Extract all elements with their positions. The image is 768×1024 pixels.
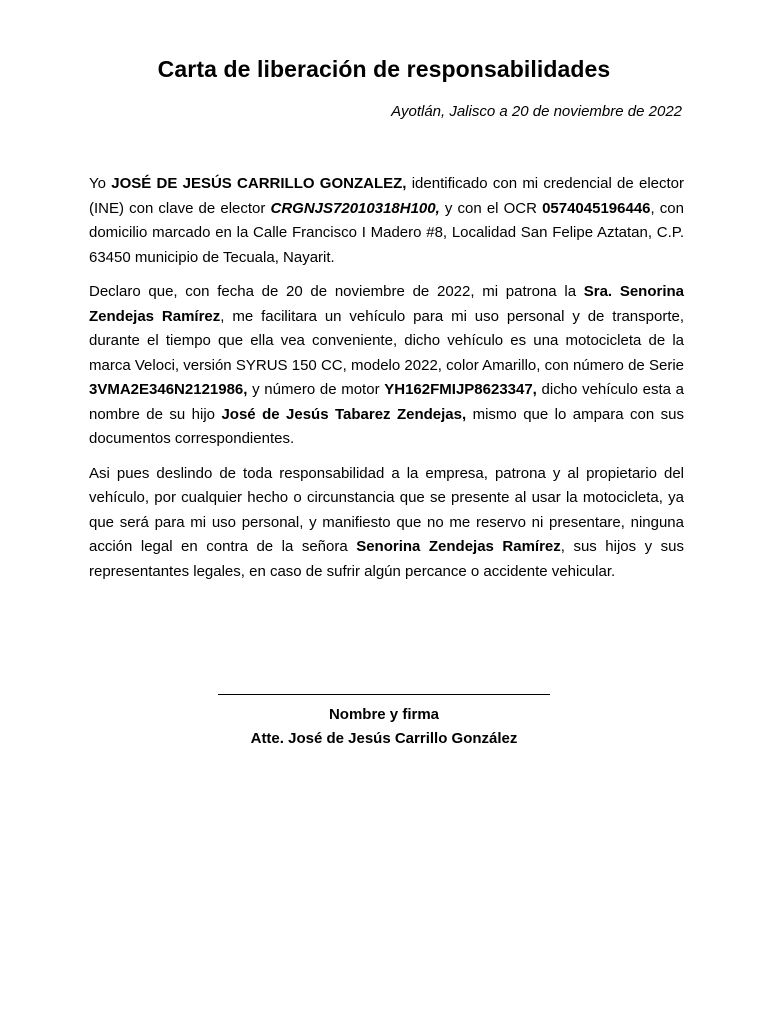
letter-body [89,172,684,594]
dateline: Ayotlán, Jalisco a 20 de noviembre de 2022 [391,103,682,120]
owner-name: José de Jesús Tabarez Zendejas, [221,405,467,423]
p1-text-4: , con domicilio marcado en la Calle Francisco I Madero #8, Localidad San Felipe Aztatan, C.P. 63450 municipio de Tecuala, Nayarit. [89,199,684,266]
p2-text-5: mismo que lo ampara con sus documentos correspondientes. [89,405,684,447]
signature-line [218,682,550,695]
p2-text-2: , me facilitara un vehículo para mi uso personal y de transporte, durante el tiempo que ella vea conveniente, dicho vehículo es una motocicleta de la marca Veloci, versión SYRUS 150 CC, modelo 2022, color Amarillo, con número de Serie [89,307,684,374]
paragraph-declaration [89,280,684,452]
document-title: Carta de liberación de responsabilidades [157,56,611,82]
p2-text-1: Declaro que, con fecha de 20 de noviembre de 2022, mi patrona la [89,283,584,300]
paragraph-identification [89,172,684,270]
declarant-name: JOSÉ DE JESÚS CARRILLO GONZALEZ, [111,175,407,192]
employer-name: Sra. Senorina Zendejas Ramírez [89,283,684,325]
p3-text-2: , sus hijos y sus representantes legales, en caso de sufrir algún percance o accidente vehicular. [89,538,684,580]
elector-key: CRGNJS72010318H100, [270,199,440,217]
p1-text-3: y con el OCR [439,199,543,217]
p1-text-2: identificado con mi credencial de elector (INE) con clave de elector [89,175,684,217]
p3-text-1: Asi pues deslindo de toda responsabilidad a la empresa, patrona y al propietario del vehículo, por cualquier hecho o circunstancia que se presente al usar la motocicleta, ya que será para mi uso personal, y manifiesto que no me reservo ni presentare, ninguna acción legal en contra de la señora [89,464,684,555]
p1-text-1: Yo [89,175,112,192]
signature-block [0,682,768,751]
signature-label: Nombre y firma [328,706,440,723]
engine-number: YH162FMIJP8623347, [384,381,537,398]
signature-atte: Atte. José de Jesús Carrillo González [250,730,518,747]
paragraph-release [89,462,684,585]
p2-text-4: dicho vehículo esta a nombre de su hijo [89,381,685,423]
serial-number: 3VMA2E346N2121986, [89,381,248,398]
p2-text-3: y número de motor [247,381,385,398]
senora-name: Senorina Zendejas Ramírez [356,538,561,555]
ocr-number: 0574045196446 [542,199,651,217]
